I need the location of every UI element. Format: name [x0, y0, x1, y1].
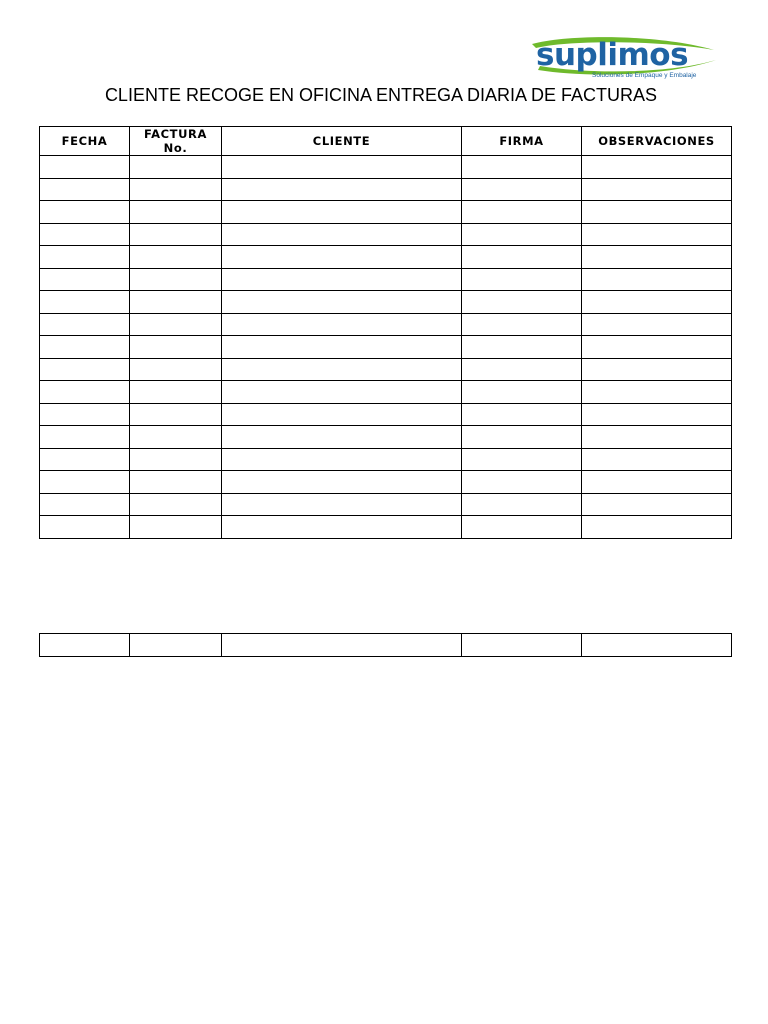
cell-observaciones[interactable] [582, 268, 732, 291]
cell-cliente[interactable] [222, 358, 462, 381]
cell-fecha[interactable] [40, 268, 130, 291]
cell-factura[interactable] [130, 291, 222, 314]
cell-fecha[interactable] [40, 246, 130, 269]
cell-cliente[interactable] [222, 336, 462, 359]
cell-fecha[interactable] [40, 448, 130, 471]
cell-factura[interactable] [130, 156, 222, 179]
cell-fecha[interactable] [40, 223, 130, 246]
cell-observaciones[interactable] [582, 201, 732, 224]
table-row [40, 381, 732, 404]
extra-row-table [39, 633, 732, 657]
column-header-factura: FACTURA No. [130, 127, 222, 156]
cell-cliente[interactable] [222, 516, 462, 539]
cell-factura[interactable] [130, 268, 222, 291]
cell-observaciones[interactable] [582, 426, 732, 449]
cell-fecha[interactable] [40, 313, 130, 336]
cell-factura[interactable] [130, 246, 222, 269]
cell-cliente[interactable] [222, 426, 462, 449]
table-row [40, 336, 732, 359]
cell-observaciones[interactable] [582, 313, 732, 336]
cell-firma[interactable] [462, 381, 582, 404]
cell-fecha[interactable] [40, 426, 130, 449]
cell-factura[interactable] [130, 426, 222, 449]
table-row [40, 516, 732, 539]
cell-factura[interactable] [130, 471, 222, 494]
logo-wordmark: suplimos [536, 37, 689, 73]
cell-firma[interactable] [462, 403, 582, 426]
cell-firma[interactable] [462, 156, 582, 179]
cell-cliente[interactable] [222, 156, 462, 179]
cell-observaciones[interactable] [582, 336, 732, 359]
cell-firma[interactable] [462, 313, 582, 336]
table-row [40, 426, 732, 449]
cell-observaciones[interactable] [582, 403, 732, 426]
cell-factura[interactable] [130, 403, 222, 426]
table-row [40, 493, 732, 516]
cell-cliente[interactable] [222, 246, 462, 269]
cell-fecha[interactable] [40, 471, 130, 494]
cell-firma[interactable] [462, 246, 582, 269]
cell-observaciones[interactable] [582, 246, 732, 269]
table-row [40, 178, 732, 201]
table-row [40, 156, 732, 179]
cell-fecha[interactable] [40, 403, 130, 426]
cell-factura[interactable] [130, 313, 222, 336]
table-row [40, 313, 732, 336]
table-row [40, 223, 732, 246]
cell-cliente[interactable] [222, 403, 462, 426]
cell-factura[interactable] [130, 381, 222, 404]
cell-factura[interactable] [130, 336, 222, 359]
cell-firma[interactable] [462, 336, 582, 359]
cell-observaciones[interactable] [582, 178, 732, 201]
table-header-row [40, 127, 732, 156]
company-logo [528, 34, 720, 84]
cell-firma[interactable] [462, 178, 582, 201]
table-row [40, 448, 732, 471]
cell-observaciones[interactable] [582, 516, 732, 539]
cell-cliente[interactable] [222, 634, 462, 657]
cell-firma[interactable] [462, 493, 582, 516]
cell-observaciones[interactable] [582, 634, 732, 657]
cell-fecha[interactable] [40, 493, 130, 516]
cell-cliente[interactable] [222, 268, 462, 291]
cell-observaciones[interactable] [582, 358, 732, 381]
cell-firma[interactable] [462, 448, 582, 471]
cell-factura[interactable] [130, 201, 222, 224]
logo-tagline: Soluciones de Empaque y Embalaje [592, 72, 697, 79]
cell-observaciones[interactable] [582, 291, 732, 314]
table-row [40, 268, 732, 291]
table-row [40, 471, 732, 494]
cell-fecha[interactable] [40, 201, 130, 224]
table-row [40, 201, 732, 224]
cell-cliente[interactable] [222, 201, 462, 224]
cell-observaciones[interactable] [582, 381, 732, 404]
table-row [40, 358, 732, 381]
cell-firma[interactable] [462, 223, 582, 246]
cell-fecha[interactable] [40, 178, 130, 201]
cell-firma[interactable] [462, 634, 582, 657]
cell-cliente[interactable] [222, 493, 462, 516]
cell-factura[interactable] [130, 634, 222, 657]
cell-observaciones[interactable] [582, 493, 732, 516]
cell-observaciones[interactable] [582, 156, 732, 179]
cell-firma[interactable] [462, 291, 582, 314]
cell-cliente[interactable] [222, 178, 462, 201]
cell-fecha[interactable] [40, 358, 130, 381]
cell-factura[interactable] [130, 493, 222, 516]
column-header-firma: FIRMA [462, 127, 582, 156]
cell-observaciones[interactable] [582, 471, 732, 494]
cell-fecha[interactable] [40, 291, 130, 314]
cell-factura[interactable] [130, 223, 222, 246]
document-title: CLIENTE RECOGE EN OFICINA ENTREGA DIARIA DE FACTURAS [104, 85, 658, 105]
cell-firma[interactable] [462, 426, 582, 449]
cell-fecha[interactable] [40, 336, 130, 359]
cell-factura[interactable] [130, 516, 222, 539]
table-row [40, 291, 732, 314]
cell-cliente[interactable] [222, 381, 462, 404]
cell-factura[interactable] [130, 178, 222, 201]
cell-cliente[interactable] [222, 448, 462, 471]
cell-cliente[interactable] [222, 313, 462, 336]
cell-firma[interactable] [462, 358, 582, 381]
table-row [40, 246, 732, 269]
column-header-cliente: CLIENTE [222, 127, 462, 156]
cell-firma[interactable] [462, 268, 582, 291]
invoice-log-table [39, 126, 732, 539]
cell-fecha[interactable] [40, 634, 130, 657]
table-row [40, 634, 732, 657]
cell-cliente[interactable] [222, 471, 462, 494]
cell-observaciones[interactable] [582, 223, 732, 246]
cell-observaciones[interactable] [582, 448, 732, 471]
cell-cliente[interactable] [222, 291, 462, 314]
column-header-observaciones: OBSERVACIONES [582, 127, 732, 156]
cell-cliente[interactable] [222, 223, 462, 246]
column-header-fecha: FECHA [40, 127, 130, 156]
cell-fecha[interactable] [40, 516, 130, 539]
table-row [40, 403, 732, 426]
cell-firma[interactable] [462, 201, 582, 224]
cell-firma[interactable] [462, 471, 582, 494]
cell-fecha[interactable] [40, 156, 130, 179]
cell-factura[interactable] [130, 358, 222, 381]
cell-firma[interactable] [462, 516, 582, 539]
cell-factura[interactable] [130, 448, 222, 471]
cell-fecha[interactable] [40, 381, 130, 404]
